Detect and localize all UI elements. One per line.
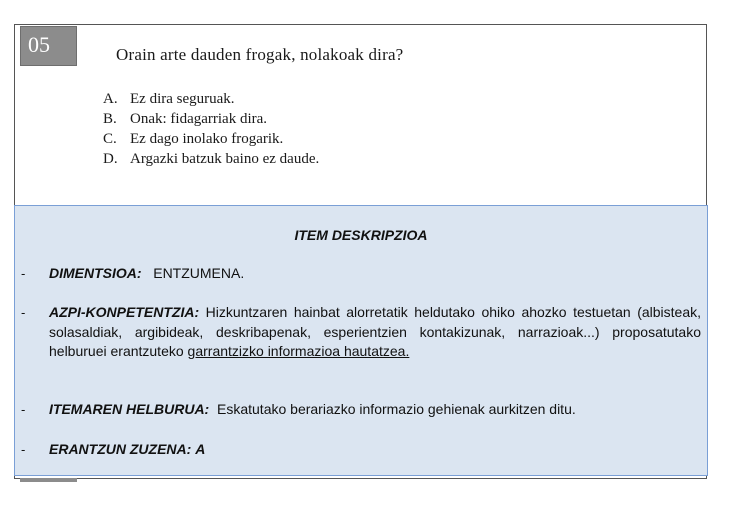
- bullet-dash: -: [21, 442, 26, 457]
- bullet-dash: -: [21, 402, 26, 417]
- answer-key-value: A: [195, 441, 206, 457]
- dimension-row: [49, 264, 701, 284]
- description-title: ITEM DESKRIPZIOA: [294, 227, 428, 243]
- bullet-dash: -: [21, 305, 26, 320]
- bullet-dash: -: [21, 266, 26, 281]
- subcompetence-label: AZPI-KONPETENTZIA:: [49, 304, 200, 320]
- answer-text: Ez dago inolako frogarik.: [130, 131, 284, 147]
- dimension-value: ENTZUMENA.: [153, 265, 245, 281]
- answer-letter: C.: [103, 131, 117, 147]
- answer-letter: A.: [103, 91, 118, 107]
- goal-label: ITEMAREN HELBURUA:: [49, 401, 210, 417]
- subcompetence-underlined: garrantzizko informazioa hautatzea.: [187, 343, 410, 359]
- goal-value: Eskatutako berariazko informazio gehienak aurkitzen ditu.: [217, 401, 576, 417]
- item-number: 05: [28, 32, 50, 57]
- answer-list: [103, 89, 319, 169]
- answer-key-row: [49, 440, 701, 460]
- answer-text: Ez dira seguruak.: [130, 91, 235, 107]
- goal-row: [49, 400, 701, 420]
- answer-letter: D.: [103, 151, 118, 167]
- subcompetence-row: [49, 303, 701, 362]
- item-description-panel: [14, 205, 708, 476]
- answer-text: Argazki batzuk baino ez daude.: [130, 151, 320, 167]
- answer-option-b: [103, 109, 319, 129]
- answer-option-d: [103, 149, 319, 169]
- subcompetence-text: Hizkuntzaren hainbat alorretatik heldutako ohiko ahozko testuetan (albisteak, solasaldiak, argibideak, deskribapenak, esperientzien kontakizunak, narrazioak...) proposatutako helburuei erantzuteko: [49, 304, 701, 359]
- answer-text: Onak: fidagarriak dira.: [130, 111, 268, 127]
- next-item-number-box-edge: [20, 478, 77, 482]
- answer-letter: B.: [103, 111, 117, 127]
- question-text: Orain arte dauden frogak, nolakoak dira?: [116, 45, 404, 64]
- answer-option-c: [103, 129, 319, 149]
- item-number-box: [20, 26, 77, 66]
- answer-option-a: [103, 89, 319, 109]
- dimension-label: DIMENTSIOA:: [49, 265, 142, 281]
- answer-key-label: ERANTZUN ZUZENA:: [49, 441, 192, 457]
